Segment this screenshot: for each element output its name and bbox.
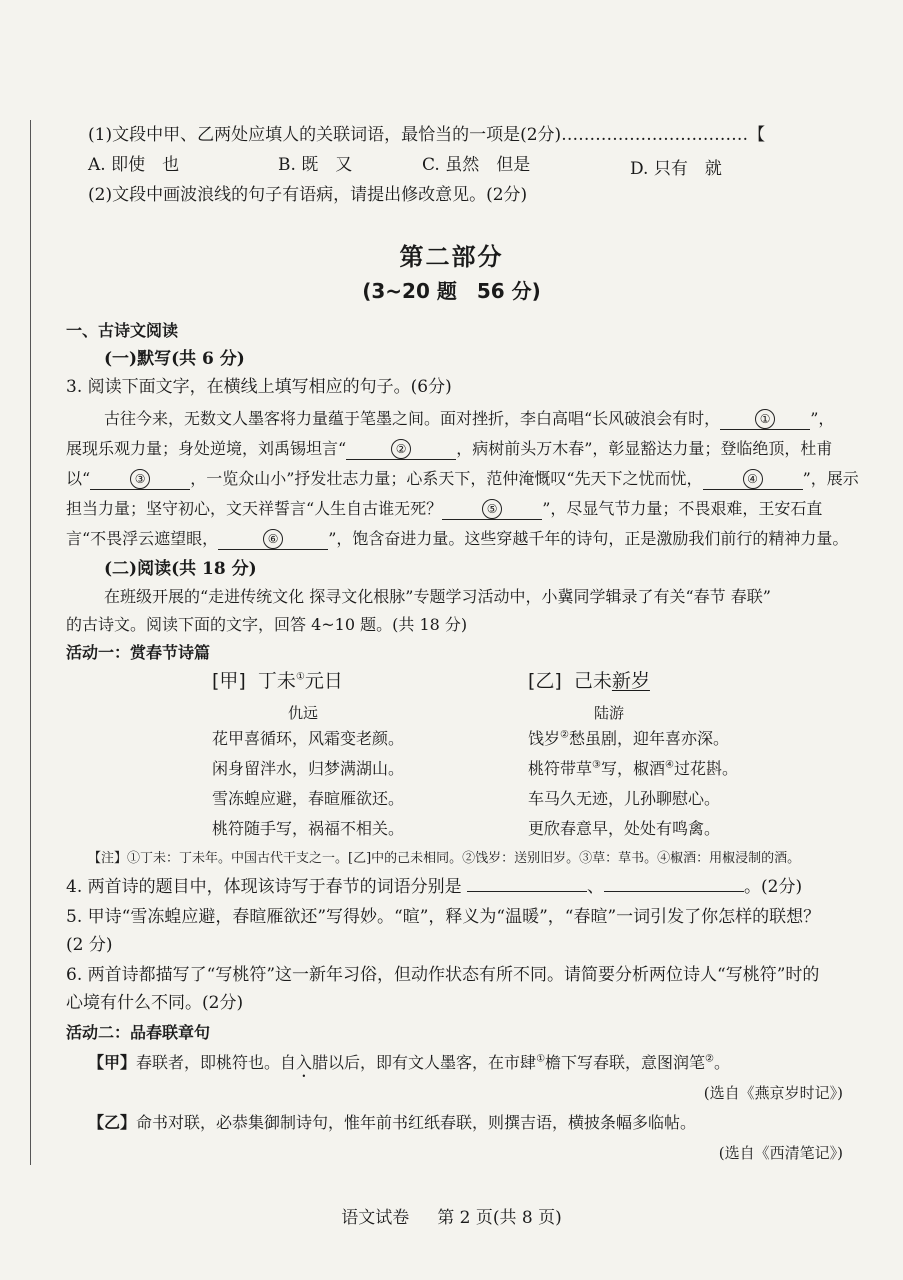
intro-line-1: 在班级开展的“走进传统文化 探寻文化根脉”专题学习活动中，小冀同学辑录了有关“春节 春联” [104, 587, 771, 606]
question-3-stem: 3. 阅读下面文字，在横线上填写相应的句子。(6分) [66, 377, 452, 397]
passage-line-1 [104, 406, 834, 432]
source-yi: (选自《西清笔记》) [718, 1144, 843, 1162]
footnote-marker: ① [536, 1053, 546, 1065]
passage-text: ”，展示 [802, 469, 859, 488]
part-subtitle: (3~20 题 56 分) [362, 279, 541, 303]
footer-page-number: 第 2 页(共 8 页) [437, 1208, 562, 1228]
question-6-line-2: 心境有什么不同。(2分) [66, 993, 244, 1013]
footnote-marker: ② [560, 729, 569, 741]
question-5-line-2: (2 分) [66, 935, 113, 955]
poem-line: 桃符随手写，祸福不相关。 [212, 819, 405, 838]
poem-line [528, 754, 738, 784]
passage-text: 言“不畏浮云遮望眼， [66, 529, 219, 548]
option-c: C. 虽然 但是 [422, 155, 531, 175]
blank-6[interactable] [218, 529, 328, 550]
footnote-marker: ④ [665, 759, 674, 771]
poem-line: 车马久无迹，儿孙聊慰心。 [528, 789, 721, 808]
blank-number: ⑥ [263, 529, 283, 549]
answer-blank-4b[interactable] [604, 891, 744, 892]
blank-number: ④ [743, 469, 763, 489]
classical-text: 檐下写春联，意图润笔 [545, 1053, 706, 1072]
question-6-line-1: 6. 两首诗都描写了“写桃符”这一新年习俗，但动作状态有所不同。请简要分析两位诗人“写桃符”时的 [66, 965, 820, 985]
blank-4[interactable] [703, 469, 803, 490]
passage-text: 展现乐观力量；身处逆境，刘禹锡坦言“ [66, 439, 347, 458]
question-4 [66, 874, 802, 900]
passage-line-2 [66, 436, 832, 462]
blank-number: ⑤ [482, 499, 502, 519]
passage-text: 以“ [66, 469, 91, 488]
option-a: A. 即使 也 [88, 155, 180, 175]
poem-line: 闲身留泮水，归梦满湖山。 [212, 759, 405, 778]
question-2-stem: (2)文段中画波浪线的句子有语病，请提出修改意见。(2分) [88, 185, 528, 205]
text-tag: 【甲】 [88, 1053, 137, 1072]
option-b: B. 既 又 [278, 155, 353, 175]
footnote-marker: ③ [592, 759, 601, 771]
poem-text: 桃符带草 [528, 759, 593, 778]
blank-2[interactable] [346, 439, 456, 460]
footnote-marker: ② [705, 1053, 715, 1065]
passage-text: ”， [810, 409, 835, 428]
poem-line: 雪冻蝗应避，春暄雁欲还。 [212, 789, 405, 808]
passage-line-3 [66, 466, 859, 492]
poem-title-text: 丁未 [257, 670, 296, 692]
passage-text: 担当力量；坚守初心，文天祥誓言“人生自古谁无死？ [66, 499, 443, 518]
section-title: 一、古诗文阅读 [66, 321, 179, 340]
poem-title-text: 己未 [573, 670, 612, 692]
poem-line: 花甲喜循环，风霜变老颜。 [212, 729, 405, 748]
poem-text: 写，椒酒 [600, 759, 665, 778]
poem-text: 饯岁 [528, 729, 561, 748]
classical-text: 腊以后，即有文人墨客，在市肆 [312, 1053, 537, 1072]
blank-3[interactable] [90, 469, 190, 490]
poem-notes: 【注】①丁未：丁未年。中国古代干支之一。[乙]中的己未相同。②饯岁：送别旧岁。③草：草书。④椒酒：用椒浸制的酒。 [88, 851, 801, 866]
question-1-stem: (1)文段中甲、乙两处应填人的关联词语，最恰当的一项是(2分)……………………………【 [88, 125, 766, 145]
passage-text: ”，饱含奋进力量。这些穿越千年的诗句，正是激励我们前行的精神力量。 [328, 529, 849, 548]
subsection-reading: (二)阅读(共 18 分) [104, 559, 257, 579]
blank-number: ③ [130, 469, 150, 489]
blank-1[interactable] [720, 409, 810, 430]
question-text: 4. 两首诗的题目中，体现该诗写于春节的词语分别是 [66, 877, 462, 897]
emphasized-char: 入 [296, 1053, 313, 1072]
source-jia: (选自《燕京岁时记》) [703, 1084, 843, 1102]
poem-jia-title [212, 668, 343, 694]
poem-jia-author: 仇远 [288, 704, 319, 722]
poem-yi-title [528, 668, 650, 694]
poem-text: 愁虽剧，迎年喜亦深。 [568, 729, 729, 748]
passage-line-4 [66, 496, 822, 522]
part-title: 第二部分 [399, 243, 504, 271]
passage-text: ，一览众山小”抒发壮志力量；心系天下，范仲淹慨叹“先天下之忧而忧， [190, 469, 703, 488]
blank-number: ② [391, 439, 411, 459]
passage-text: ，病树前头万木春”，彰显豁达力量；登临绝顶，杜甫 [456, 439, 833, 458]
poem-title-text: 新岁 [611, 670, 650, 692]
poem-text: 过花斟。 [673, 759, 738, 778]
question-5-line-1: 5. 甲诗“雪冻蝗应避，春暄雁欲还”写得妙。“暄”，释义为“温暖”，“春暄”一词引发了你怎样的联想？ [66, 907, 821, 927]
passage-line-5 [66, 526, 848, 552]
footnote-marker: ① [295, 671, 305, 683]
option-d: D. 只有 就 [630, 159, 722, 179]
poem-yi-body [528, 724, 738, 844]
classical-text-jia [88, 1050, 730, 1081]
passage-text: ”，尽显气节力量；不畏艰难，王安石直 [542, 499, 823, 518]
poem-line: 更欣春意早，处处有鸣禽。 [528, 819, 721, 838]
poem-title-text: 元日 [304, 670, 343, 692]
blank-5[interactable] [442, 499, 542, 520]
classical-text: 。 [714, 1053, 731, 1072]
blank-number: ① [755, 409, 775, 429]
intro-line-2: 的古诗文。阅读下面的文字，回答 4~10 题。(共 18 分) [66, 615, 468, 634]
poem-tag: [甲] [212, 670, 246, 692]
activity-2-title: 活动二：品春联章句 [66, 1023, 211, 1042]
question-text: 、 [587, 877, 605, 897]
question-text: 。(2分) [744, 877, 803, 897]
subsection-dictation: (一)默写(共 6 分) [104, 349, 245, 369]
classical-text: 命书对联，必恭集御制诗句，惟年前书红纸春联，则撰吉语，横披条幅多临帖。 [136, 1113, 697, 1132]
answer-blank-4a[interactable] [467, 891, 587, 892]
activity-1-title: 活动一：赏春节诗篇 [66, 643, 211, 662]
text-tag: 【乙】 [88, 1113, 137, 1132]
poem-line [528, 724, 738, 754]
page-footer [0, 1203, 903, 1228]
classical-text-yi [88, 1110, 696, 1136]
passage-text: 古往今来，无数文人墨客将力量蕴于笔墨之间。面对挫折，李白高唱“长风破浪会有时， [104, 409, 721, 428]
poem-jia-body [212, 724, 404, 844]
poem-tag: [乙] [528, 670, 562, 692]
classical-text: 春联者，即桃符也。自 [136, 1053, 297, 1072]
poem-yi-author: 陆游 [594, 704, 625, 722]
footer-subject: 语文试卷 [341, 1208, 410, 1228]
